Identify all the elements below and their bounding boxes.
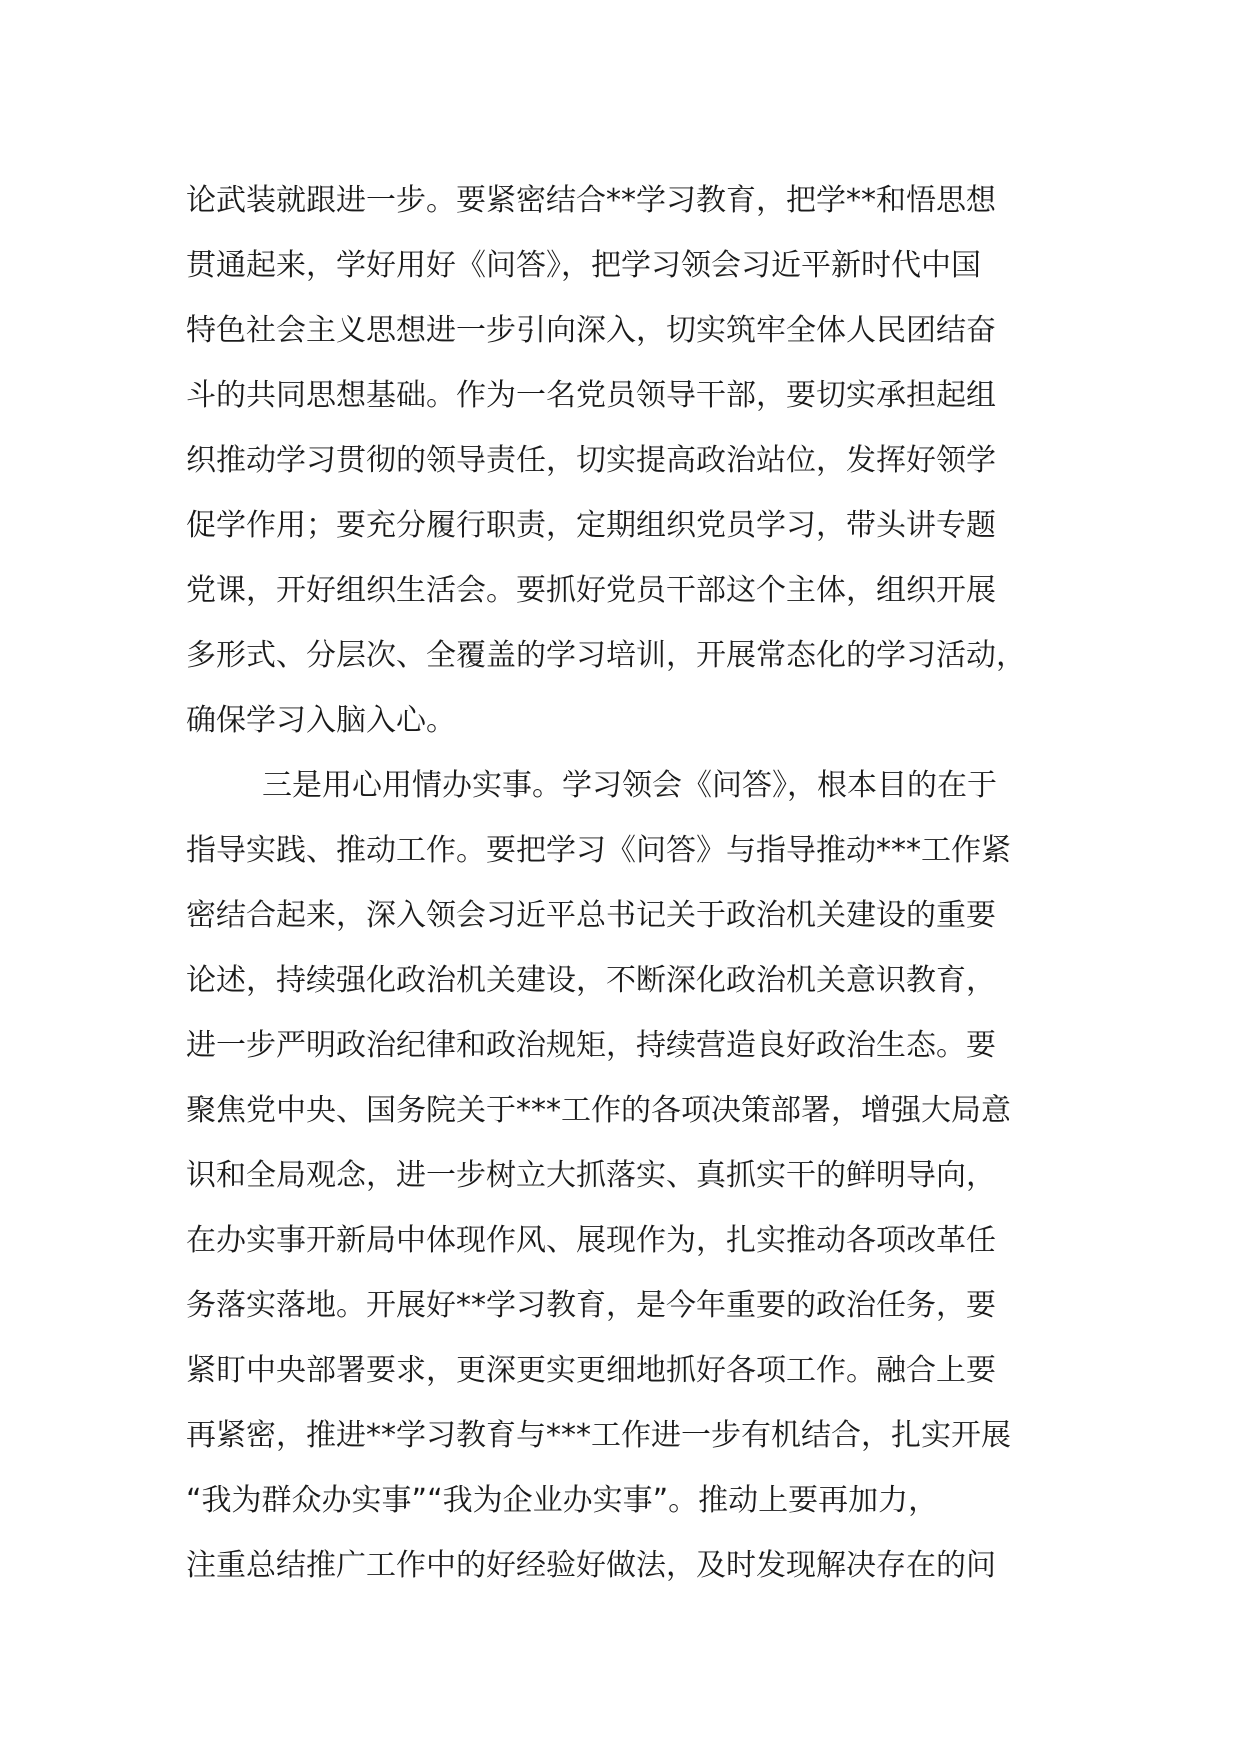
text-line: 紧盯中央部署要求，更深更实更细地抓好各项工作。融合上要 bbox=[186, 1353, 996, 1388]
text-line: 聚焦党中央、国务院关于***工作的各项决策部署，增强大局意 bbox=[186, 1093, 1011, 1128]
paragraph-start-line: 三是用心用情办实事。学习领会《问答》，根本目的在于 bbox=[262, 768, 997, 803]
text-line: 贯通起来，学好用好《问答》，把学习领会习近平新时代中国 bbox=[186, 248, 981, 283]
text-line: 促学作用；要充分履行职责，定期组织党员学习，带头讲专题 bbox=[186, 508, 996, 543]
text-line: 再紧密，推进**学习教育与***工作进一步有机结合，扎实开展 bbox=[186, 1418, 1011, 1453]
text-line: 识和全局观念，进一步树立大抓落实、真抓实干的鲜明导向， bbox=[186, 1158, 996, 1193]
body-text bbox=[186, 168, 1076, 1598]
text-line: 特色社会主义思想进一步引向深入，切实筑牢全体人民团结奋 bbox=[186, 313, 996, 348]
text-line: 务落实落地。开展好**学习教育，是今年重要的政治任务，要 bbox=[186, 1288, 996, 1323]
text-line: 在办实事开新局中体现作风、展现作为，扎实推动各项改革任 bbox=[186, 1223, 996, 1258]
text-line: “我为群众办实事”“我为企业办实事”。推动上要再加力， bbox=[186, 1483, 939, 1518]
text-line: 确保学习入脑入心。 bbox=[186, 703, 456, 738]
text-line: 进一步严明政治纪律和政治规矩，持续营造良好政治生态。要 bbox=[186, 1028, 996, 1063]
text-line: 密结合起来，深入领会习近平总书记关于政治机关建设的重要 bbox=[186, 898, 996, 933]
text-line: 斗的共同思想基础。作为一名党员领导干部，要切实承担起组 bbox=[186, 378, 996, 413]
text-line: 注重总结推广工作中的好经验好做法，及时发现解决存在的问 bbox=[186, 1548, 996, 1583]
text-line: 论述，持续强化政治机关建设，不断深化政治机关意识教育， bbox=[186, 963, 996, 998]
text-line: 党课，开好组织生活会。要抓好党员干部这个主体，组织开展 bbox=[186, 573, 996, 608]
text-line: 织推动学习贯彻的领导责任，切实提高政治站位，发挥好领学 bbox=[186, 443, 996, 478]
text-line: 论武装就跟进一步。要紧密结合**学习教育，把学**和悟思想 bbox=[186, 183, 996, 218]
text-line: 指导实践、推动工作。要把学习《问答》与指导推动***工作紧 bbox=[186, 833, 1011, 868]
text-line: 多形式、分层次、全覆盖的学习培训，开展常态化的学习活动， bbox=[186, 638, 1026, 673]
